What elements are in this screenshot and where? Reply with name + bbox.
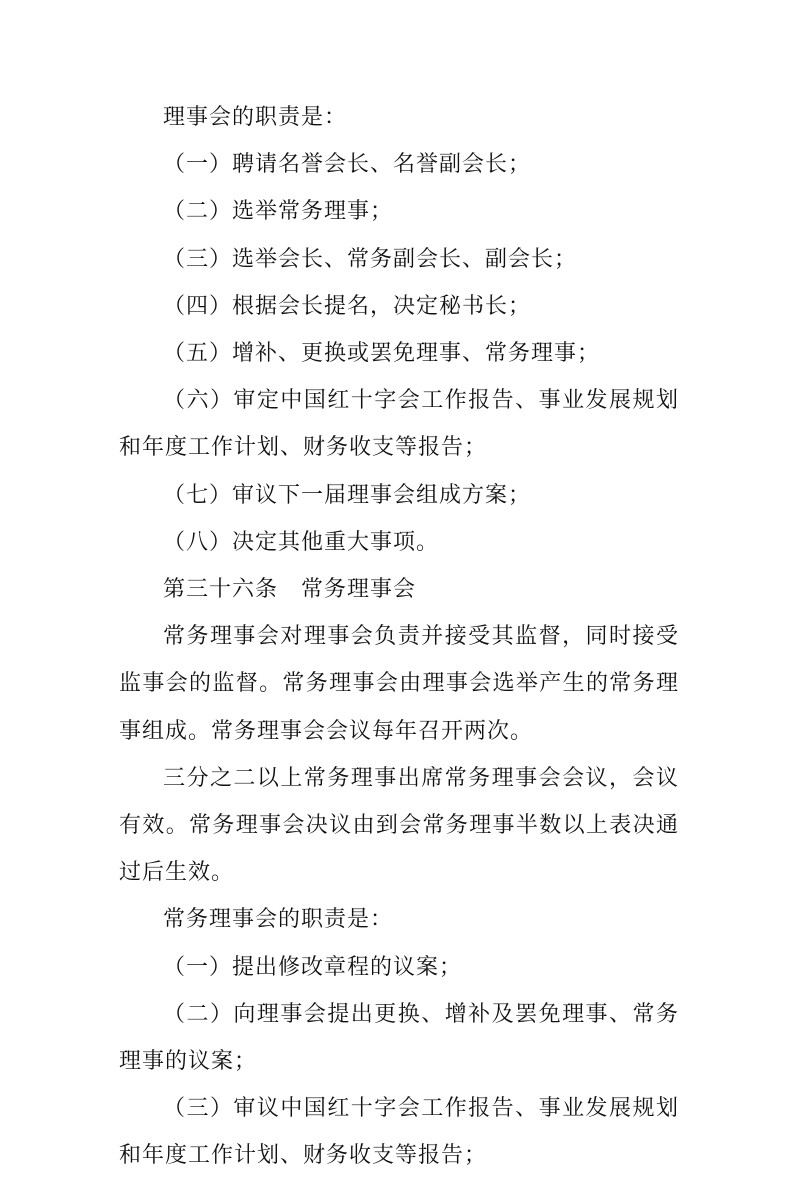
paragraph-council-duty-6: （六）审定中国红十字会工作报告、事业发展规划和年度工作计划、财务收支等报告； (119, 388, 679, 461)
paragraph-council-duty-2: （二）选举常务理事； (163, 199, 394, 225)
paragraph-council-duty-1: （一）聘请名誉会长、名誉副会长； (163, 152, 532, 178)
paragraph-council-duty-4: （四）根据会长提名，决定秘书长； (163, 293, 532, 319)
paragraph-council-duty-3: （三）选举会长、常务副会长、副会长； (163, 246, 578, 272)
paragraph-council-duties-heading: 理事会的职责是： (163, 105, 348, 130)
paragraph-standing-council-duty-3: （三）审议中国红十字会工作报告、事业发展规划和年度工作计划、财务收支等报告； (119, 1096, 679, 1169)
article-36-heading: 第三十六条 常务理事会 (163, 577, 417, 603)
paragraph-standing-council-quorum: 三分之二以上常务理事出席常务理事会会议，会议有效。常务理事会决议由到会常务理事半数以上表决通过后生效。 (119, 765, 679, 886)
paragraph-standing-council-intro: 常务理事会对理事会负责并接受其监督，同时接受监事会的监督。常务理事会由理事会选举产生的常务理事组成。常务理事会会议每年召开两次。 (119, 624, 679, 744)
paragraph-council-duty-8: （八）决定其他重大事项。 (163, 529, 440, 555)
document-body (119, 94, 679, 1180)
paragraph-council-duty-5: （五）增补、更换或罢免理事、常务理事； (163, 341, 601, 367)
paragraph-standing-council-duty-2: （二）向理事会提出更换、增补及罢免理事、常务理事的议案； (119, 1001, 679, 1075)
paragraph-standing-council-duties-heading: 常务理事会的职责是： (163, 907, 394, 933)
paragraph-standing-council-duty-1: （一）提出修改章程的议案； (163, 954, 463, 980)
paragraph-council-duty-7: （七）审议下一届理事会组成方案； (163, 482, 532, 508)
